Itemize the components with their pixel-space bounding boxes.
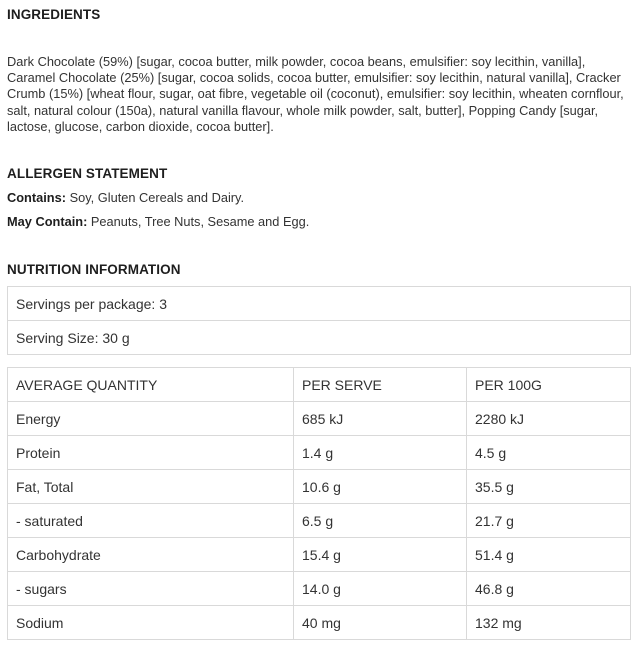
allergen-heading: ALLERGEN STATEMENT — [7, 166, 168, 181]
column-header-per-serve: PER SERVE — [294, 368, 467, 402]
table-row — [8, 538, 631, 572]
per-100g-value: 51.4 g — [467, 538, 631, 572]
nutrient-name: Sodium — [8, 606, 294, 640]
per-serve-value: 10.6 g — [294, 470, 467, 504]
per-serve-value: 40 mg — [294, 606, 467, 640]
may-contain-text: Peanuts, Tree Nuts, Sesame and Egg. — [87, 214, 310, 229]
nutrition-heading: NUTRITION INFORMATION — [7, 262, 181, 277]
nutrition-table — [7, 367, 631, 640]
per-100g-value: 132 mg — [467, 606, 631, 640]
per-serve-value: 685 kJ — [294, 402, 467, 436]
nutrient-name: - sugars — [8, 572, 294, 606]
may-contain-label: May Contain: — [7, 214, 88, 229]
table-row — [8, 504, 631, 538]
table-row — [8, 321, 631, 355]
table-row — [8, 470, 631, 504]
serving-size: Serving Size: 30 g — [8, 321, 631, 355]
per-100g-value: 2280 kJ — [467, 402, 631, 436]
table-row — [8, 287, 631, 321]
per-serve-value: 1.4 g — [294, 436, 467, 470]
nutrient-name: Carbohydrate — [8, 538, 294, 572]
per-100g-value: 35.5 g — [467, 470, 631, 504]
column-header-average-quantity: AVERAGE QUANTITY — [8, 368, 294, 402]
column-header-per-100g: PER 100G — [467, 368, 631, 402]
ingredients-text: Dark Chocolate (59%) [sugar, cocoa butter, milk powder, cocoa beans, emulsifier: soy lecithin, vanilla], Caramel Chocolate (25%) [sugar, cocoa solids, cocoa butter, emulsifier: soy lecithin, natural vanilla], Cracker Crumb (15%) [wheat flour, sugar, oat fibre, vegetable oil (coconut), emulsifier: soy lecithin, wheaten cornflour, salt, natural colour (150a), natural vanilla flavour, whole milk powder, salt, butter], Popping Candy [sugar, lactose, glucose, carbon dioxide, cocoa butter]. — [7, 54, 624, 134]
table-row — [8, 436, 631, 470]
contains-text: Soy, Gluten Cereals and Dairy. — [66, 190, 245, 205]
servings-per-package: Servings per package: 3 — [8, 287, 631, 321]
table-row — [8, 572, 631, 606]
ingredients-heading: INGREDIENTS — [7, 7, 101, 22]
may-contain-statement — [7, 214, 309, 230]
per-100g-value: 21.7 g — [467, 504, 631, 538]
nutrition-header-row — [8, 368, 631, 402]
table-row — [8, 606, 631, 640]
nutrient-name: Protein — [8, 436, 294, 470]
contains-statement — [7, 190, 244, 206]
table-row — [8, 402, 631, 436]
per-serve-value: 14.0 g — [294, 572, 467, 606]
nutrient-name: Energy — [8, 402, 294, 436]
per-100g-value: 4.5 g — [467, 436, 631, 470]
per-serve-value: 15.4 g — [294, 538, 467, 572]
contains-label: Contains: — [7, 190, 67, 205]
per-100g-value: 46.8 g — [467, 572, 631, 606]
nutrient-name: - saturated — [8, 504, 294, 538]
per-serve-value: 6.5 g — [294, 504, 467, 538]
nutrient-name: Fat, Total — [8, 470, 294, 504]
servings-table — [7, 286, 631, 355]
